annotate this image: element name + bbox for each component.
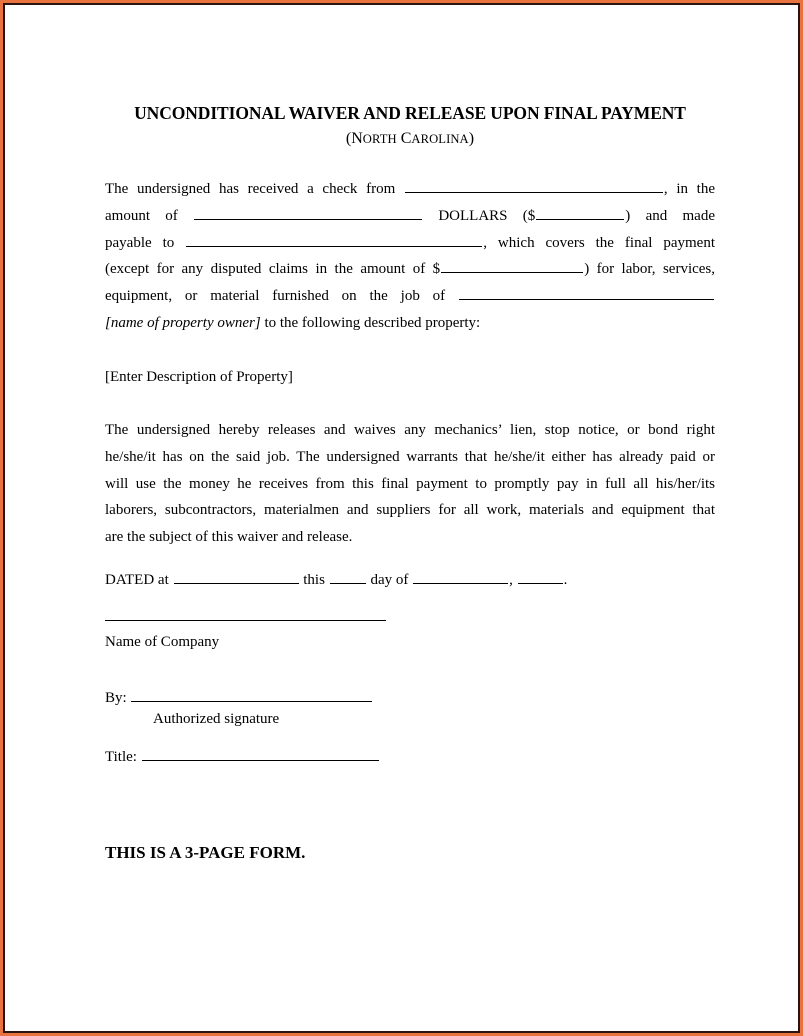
paragraph-2-line-5: are the subject of this waiver and release. <box>105 529 353 546</box>
document-subtitle <box>105 130 715 148</box>
text-for-labor-services: ) for labor, services, <box>584 261 716 278</box>
paragraph-1-line-3 <box>105 230 715 257</box>
by-label: By: <box>105 690 127 706</box>
blank-dated-location[interactable] <box>174 569 299 584</box>
paragraph-1-line-4 <box>105 256 715 283</box>
text-disputed-claims: (except for any disputed claims in the amount of $ <box>105 261 441 278</box>
paragraph-2-line-4: laborers, subcontractors, materialmen and suppliers for all work, materials and equipment that <box>105 502 715 519</box>
blank-company-name[interactable] <box>105 620 386 621</box>
document-title: UNCONDITIONAL WAIVER AND RELEASE UPON FINAL PAYMENT <box>134 103 686 123</box>
dated-line <box>105 567 715 594</box>
blank-dated-year[interactable] <box>518 569 563 584</box>
blank-authorized-signature[interactable] <box>131 687 372 702</box>
blank-payer-name[interactable] <box>405 178 663 193</box>
blank-dated-day[interactable] <box>330 569 366 584</box>
text-covers-final-payment: , which covers the final payment <box>483 234 715 251</box>
subtitle-state-lead: N <box>351 130 363 147</box>
text-payable-to: payable to <box>105 234 175 251</box>
subtitle-state-rest2: AROLINA <box>411 132 469 146</box>
dated-this-label: this <box>303 572 325 588</box>
subtitle-state-rest: ORTH <box>362 132 397 146</box>
text-received-check-from: The undersigned has received a check from <box>105 181 396 197</box>
blank-dated-month[interactable] <box>413 569 508 584</box>
page-count-note: THIS IS A 3-PAGE FORM. <box>105 843 306 862</box>
dated-period: . <box>563 572 568 588</box>
title-signature-row <box>105 746 380 768</box>
dated-comma: , <box>509 572 513 588</box>
paragraph-2-line-3: will use the money he receives from this final payment to promptly pay in full all his/her/its <box>105 475 715 492</box>
paragraph-1-line-6 <box>105 310 715 337</box>
dated-at-label: DATED at <box>105 572 169 588</box>
paragraph-1-line-1 <box>105 176 715 203</box>
company-name-label: Name of Company <box>105 634 220 650</box>
paragraph-2-line-2: he/she/it has on the said job. The undersigned warrants that he/she/it either has already paid or <box>105 448 715 465</box>
blank-amount-words[interactable] <box>194 205 422 220</box>
page-frame-inner <box>8 8 795 1028</box>
authorized-signature-label: Authorized signature <box>153 711 280 727</box>
paragraph-1-line-2 <box>105 203 715 230</box>
subtitle-open-paren: ( <box>345 130 352 147</box>
text-dollars-open: DOLLARS ($ <box>438 207 536 224</box>
property-description-placeholder[interactable]: [Enter Description of Property] <box>105 369 293 385</box>
blank-amount-numeric[interactable] <box>536 205 624 220</box>
document-sheet <box>8 8 795 1028</box>
blank-job-owner[interactable] <box>459 285 714 300</box>
by-signature-row <box>105 687 373 709</box>
text-following-described-property: to the following described property: <box>260 314 481 331</box>
subtitle-state-lead2: C <box>400 130 412 147</box>
text-job-of: equipment, or material furnished on the job of <box>105 288 446 305</box>
text-and-made: ) and made <box>625 207 715 224</box>
text-name-of-property-owner: [name of property owner] <box>105 314 261 331</box>
blank-signer-title[interactable] <box>142 746 379 761</box>
title-label: Title: <box>105 749 137 765</box>
subtitle-close-paren: ) <box>468 130 475 147</box>
paragraph-1-line-5 <box>105 283 715 310</box>
blank-payable-to[interactable] <box>186 232 482 247</box>
text-in-the: , in the <box>663 181 715 197</box>
paragraph-check-received <box>105 176 715 337</box>
paragraph-2-line-1: The undersigned hereby releases and waives any mechanics’ lien, stop notice, or bond right <box>105 422 715 438</box>
paragraph-release-waiver <box>105 417 715 551</box>
dated-day-of-label: day of <box>370 572 409 588</box>
text-amount-of: amount of <box>105 207 178 224</box>
blank-disputed-amount[interactable] <box>441 259 583 274</box>
